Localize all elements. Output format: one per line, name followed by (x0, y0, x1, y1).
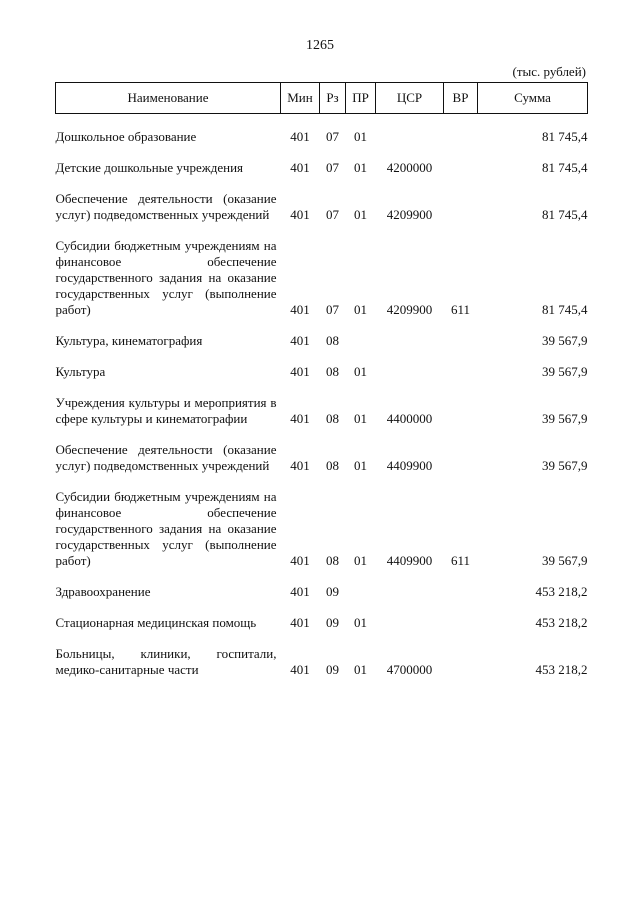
row-spacer (56, 380, 588, 395)
row-spacer (56, 474, 588, 489)
cell-csr (376, 615, 444, 631)
row-name-text: Стационарная медицинская помощь (55, 615, 257, 630)
row-name-text: Субсидии бюджетным учреждениям на финансовое обеспечение государственного задания на оказание государственных услуг (выполнение работ) (55, 238, 277, 317)
cell-sum: 39 567,9 (542, 411, 588, 426)
cell-csr: 4200000 (386, 160, 433, 175)
cell-vr: 611 (450, 302, 471, 317)
table-row (56, 160, 588, 176)
cell-name (56, 129, 281, 145)
cell-min: 401 (290, 458, 310, 473)
header-csr: ЦСР (376, 83, 444, 114)
cell-vr (444, 191, 478, 223)
cell-csr: 4209900 (386, 207, 433, 222)
table-row (56, 395, 588, 427)
row-spacer (56, 318, 588, 333)
cell-name (56, 442, 281, 474)
cell-pr: 01 (354, 160, 367, 175)
cell-csr (376, 333, 444, 349)
cell-pr: 01 (354, 302, 367, 317)
cell-pr: 01 (354, 553, 367, 568)
cell-min: 401 (290, 411, 310, 426)
row-spacer (56, 349, 588, 364)
cell-sum: 39 567,9 (542, 333, 588, 348)
cell-min: 401 (290, 160, 310, 175)
table-row (56, 442, 588, 474)
cell-name (56, 191, 281, 223)
cell-sum: 81 745,4 (542, 207, 588, 222)
cell-sum: 39 567,9 (542, 364, 588, 379)
cell-sum: 39 567,9 (542, 553, 588, 568)
cell-pr: 01 (354, 458, 367, 473)
table-header-row (56, 83, 588, 114)
cell-sum: 453 218,2 (535, 662, 588, 677)
cell-sum: 81 745,4 (542, 160, 588, 175)
cell-name (56, 160, 281, 176)
cell-min: 401 (290, 207, 310, 222)
header-name: Наименование (56, 83, 281, 114)
table-row (56, 129, 588, 145)
row-spacer (56, 223, 588, 238)
cell-name (56, 333, 281, 349)
table-row (56, 191, 588, 223)
cell-csr: 4209900 (386, 302, 433, 317)
cell-sum: 453 218,2 (535, 584, 588, 599)
cell-csr (376, 129, 444, 145)
table-row (56, 333, 588, 349)
cell-vr (444, 646, 478, 678)
cell-vr (444, 160, 478, 176)
cell-vr (444, 615, 478, 631)
cell-sum: 81 745,4 (542, 302, 588, 317)
cell-vr (444, 333, 478, 349)
cell-rz: 07 (326, 129, 339, 144)
row-spacer (56, 569, 588, 584)
cell-vr: 611 (450, 553, 471, 568)
cell-csr (376, 364, 444, 380)
cell-rz: 08 (326, 364, 339, 379)
cell-min: 401 (290, 615, 310, 630)
row-spacer (56, 145, 588, 160)
cell-min: 401 (290, 333, 310, 348)
cell-vr (444, 584, 478, 600)
cell-name (56, 238, 281, 318)
cell-vr (444, 364, 478, 380)
cell-pr: 01 (354, 615, 367, 630)
row-spacer (56, 114, 588, 130)
cell-pr: 01 (354, 662, 367, 677)
cell-rz: 07 (326, 207, 339, 222)
cell-rz: 08 (326, 458, 339, 473)
row-name-text: Здравоохранение (55, 584, 151, 599)
header-vr: ВР (444, 83, 478, 114)
units-label: (тыс. рублей) (512, 64, 586, 79)
row-name-text: Учреждения культуры и мероприятия в сфере культуры и кинематографии (55, 395, 277, 426)
cell-vr (444, 129, 478, 145)
cell-pr: 01 (354, 207, 367, 222)
cell-min: 401 (290, 302, 310, 317)
row-spacer (56, 427, 588, 442)
cell-min: 401 (290, 129, 310, 144)
header-min: Мин (281, 83, 320, 114)
cell-rz: 07 (326, 160, 339, 175)
cell-name (56, 395, 281, 427)
cell-pr: 01 (354, 411, 367, 426)
cell-min: 401 (290, 364, 310, 379)
cell-sum: 453 218,2 (535, 615, 588, 630)
cell-pr (346, 584, 376, 600)
cell-vr (444, 395, 478, 427)
cell-min: 401 (290, 584, 310, 599)
row-name-text: Дошкольное образование (55, 129, 197, 144)
header-sum: Сумма (478, 83, 588, 114)
cell-csr (376, 584, 444, 600)
cell-pr: 01 (354, 364, 367, 379)
row-name-text: Обеспечение деятельности (оказание услуг) подведомственных учреждений (55, 442, 277, 473)
row-name-text: Детские дошкольные учреждения (55, 160, 244, 175)
cell-vr (444, 442, 478, 474)
cell-rz: 08 (326, 411, 339, 426)
cell-rz: 09 (326, 584, 339, 599)
cell-pr (346, 333, 376, 349)
header-pr: ПР (346, 83, 376, 114)
row-name-text: Культура, кинематография (55, 333, 203, 348)
cell-rz: 08 (326, 333, 339, 348)
cell-pr: 01 (354, 129, 367, 144)
cell-rz: 07 (326, 302, 339, 317)
row-spacer (56, 600, 588, 615)
table-row (56, 364, 588, 380)
cell-name (56, 646, 281, 678)
row-spacer (56, 631, 588, 646)
row-name-text: Субсидии бюджетным учреждениям на финансовое обеспечение государственного задания на оказание государственных услуг (выполнение работ) (55, 489, 277, 568)
cell-csr: 4409900 (386, 553, 433, 568)
row-name-text: Больницы, клиники, госпитали, медико-санитарные части (55, 646, 277, 677)
cell-name (56, 489, 281, 569)
cell-rz: 08 (326, 553, 339, 568)
cell-name (56, 364, 281, 380)
table-row (56, 615, 588, 631)
table-row (56, 238, 588, 318)
budget-table (55, 82, 588, 678)
cell-name (56, 584, 281, 600)
cell-csr: 4409900 (386, 458, 433, 473)
row-name-text: Культура (55, 364, 106, 379)
row-name-text: Обеспечение деятельности (оказание услуг) подведомственных учреждений (55, 191, 277, 222)
cell-min: 401 (290, 553, 310, 568)
cell-sum: 39 567,9 (542, 458, 588, 473)
cell-rz: 09 (326, 615, 339, 630)
cell-name (56, 615, 281, 631)
cell-csr: 4700000 (386, 662, 433, 677)
table-row (56, 584, 588, 600)
cell-rz: 09 (326, 662, 339, 677)
table-row (56, 489, 588, 569)
table-row (56, 646, 588, 678)
cell-min: 401 (290, 662, 310, 677)
cell-sum: 81 745,4 (542, 129, 588, 144)
row-spacer (56, 176, 588, 191)
page-number: 1265 (306, 38, 334, 53)
cell-csr: 4400000 (386, 411, 433, 426)
header-rz: Рз (320, 83, 346, 114)
